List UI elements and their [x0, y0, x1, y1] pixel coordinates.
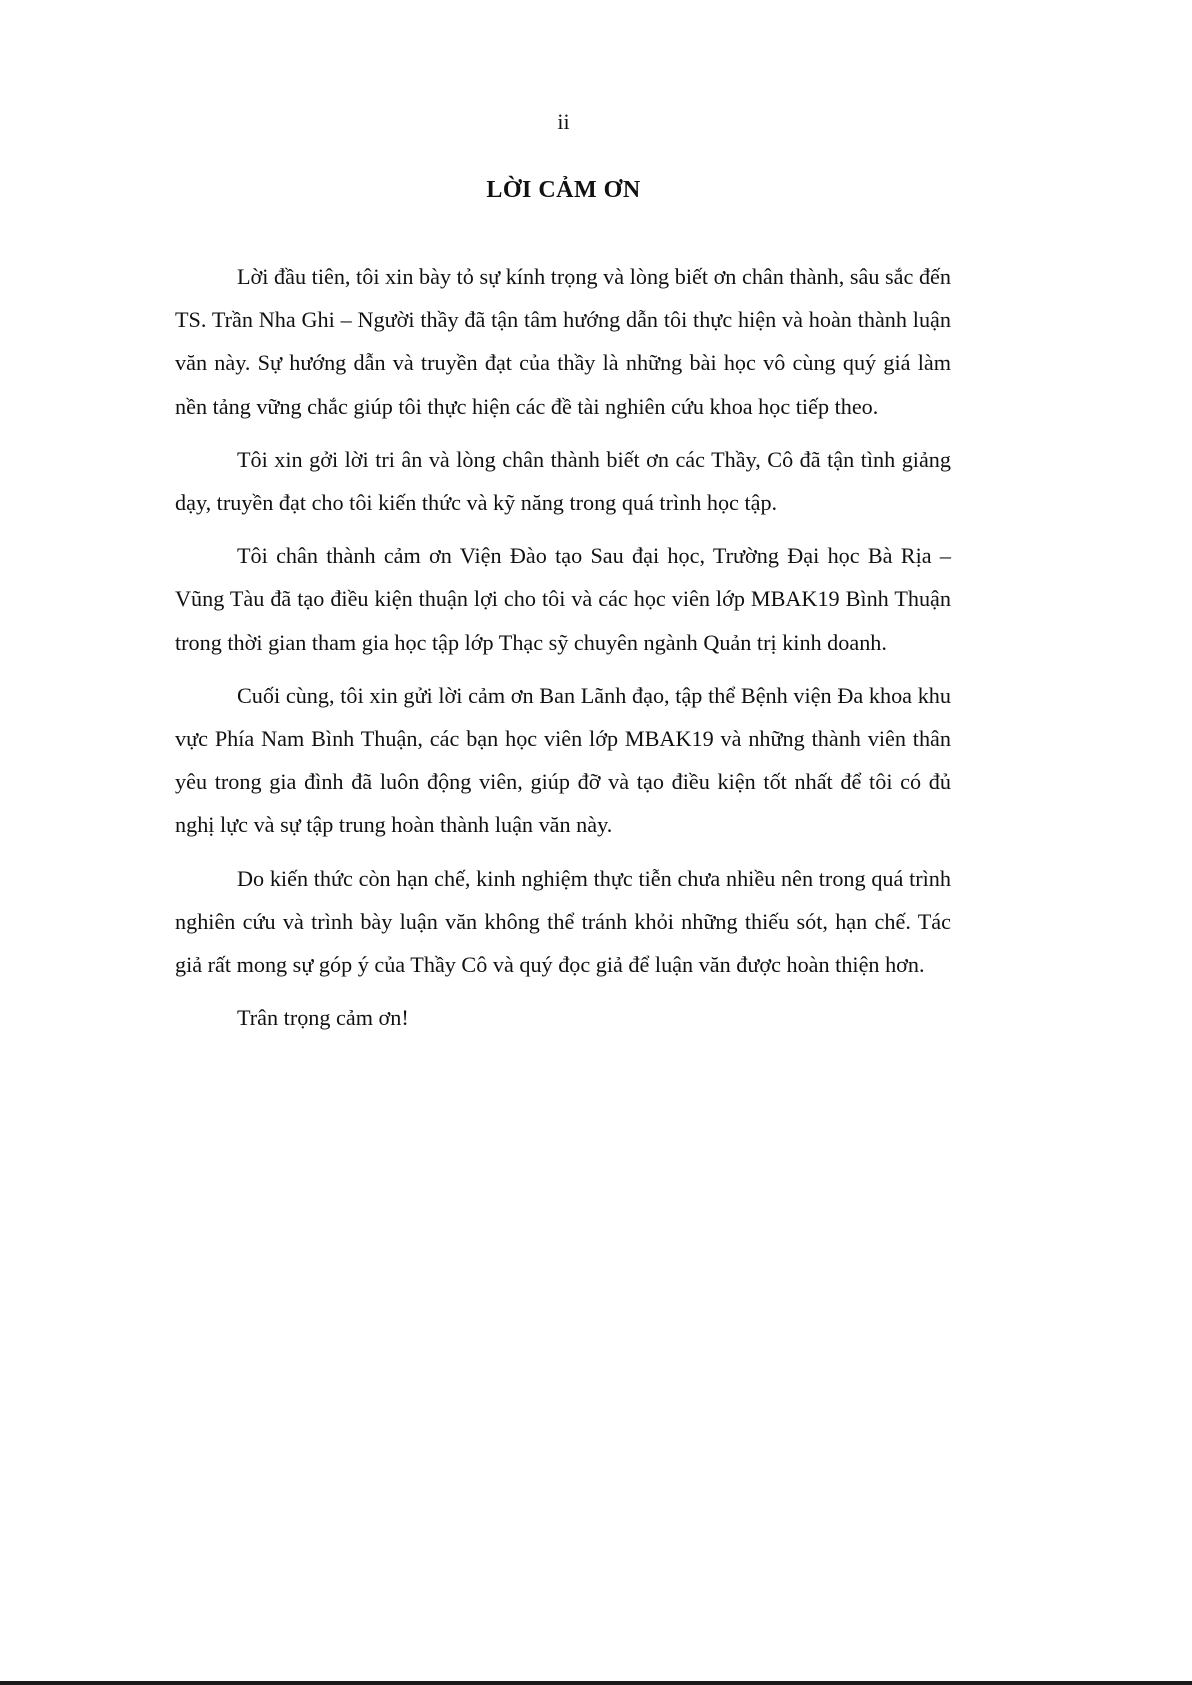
paragraph-5: Do kiến thức còn hạn chế, kinh nghiệm thực tiễn chưa nhiều nên trong quá trình nghiên cứu và trình bày luận văn không thể tránh khỏi những thiếu sót, hạn chế. Tác giả rất mong sự góp ý của Thầy Cô và quý đọc giả để luận văn được hoàn thiện hơn. — [175, 865, 951, 978]
paragraph-2: Tôi xin gởi lời tri ân và lòng chân thành biết ơn các Thầy, Cô đã tận tình giảng dạy, truyền đạt cho tôi kiến thức và kỹ năng trong quá trình học tập. — [175, 446, 951, 516]
page-number: ii — [557, 109, 570, 134]
page-bottom-border — [0, 1681, 1192, 1685]
page-title: LỜI CẢM ƠN — [486, 177, 641, 203]
paragraph-1: Lời đầu tiên, tôi xin bày tỏ sự kính trọng và lòng biết ơn chân thành, sâu sắc đến TS. Trần Nha Ghi – Người thầy đã tận tâm hướng dẫn tôi thực hiện và hoàn thành luận văn này. Sự hướng dẫn và truyền đạt của thầy là những bài học vô cùng quý giá làm nền tảng vững chắc giúp tôi thực hiện các đề tài nghiên cứu khoa học tiếp theo. — [175, 264, 951, 419]
closing-line: Trân trọng cảm ơn! — [237, 1005, 409, 1031]
paragraph-4: Cuối cùng, tôi xin gửi lời cảm ơn Ban Lãnh đạo, tập thể Bệnh viện Đa khoa khu vực Phía Nam Bình Thuận, các bạn học viên lớp MBAK19 và những thành viên thân yêu trong gia đình đã luôn động viên, giúp đỡ và tạo điều kiện tốt nhất để tôi có đủ nghị lực và sự tập trung hoàn thành luận văn này. — [175, 682, 951, 838]
paragraph-3: Tôi chân thành cảm ơn Viện Đào tạo Sau đại học, Trường Đại học Bà Rịa – Vũng Tàu đã tạo điều kiện thuận lợi cho tôi và các học viên lớp MBAK19 Bình Thuận trong thời gian tham gia học tập lớp Thạc sỹ chuyên ngành Quản trị kinh doanh. — [175, 543, 951, 655]
acknowledgement-body — [175, 255, 951, 1049]
